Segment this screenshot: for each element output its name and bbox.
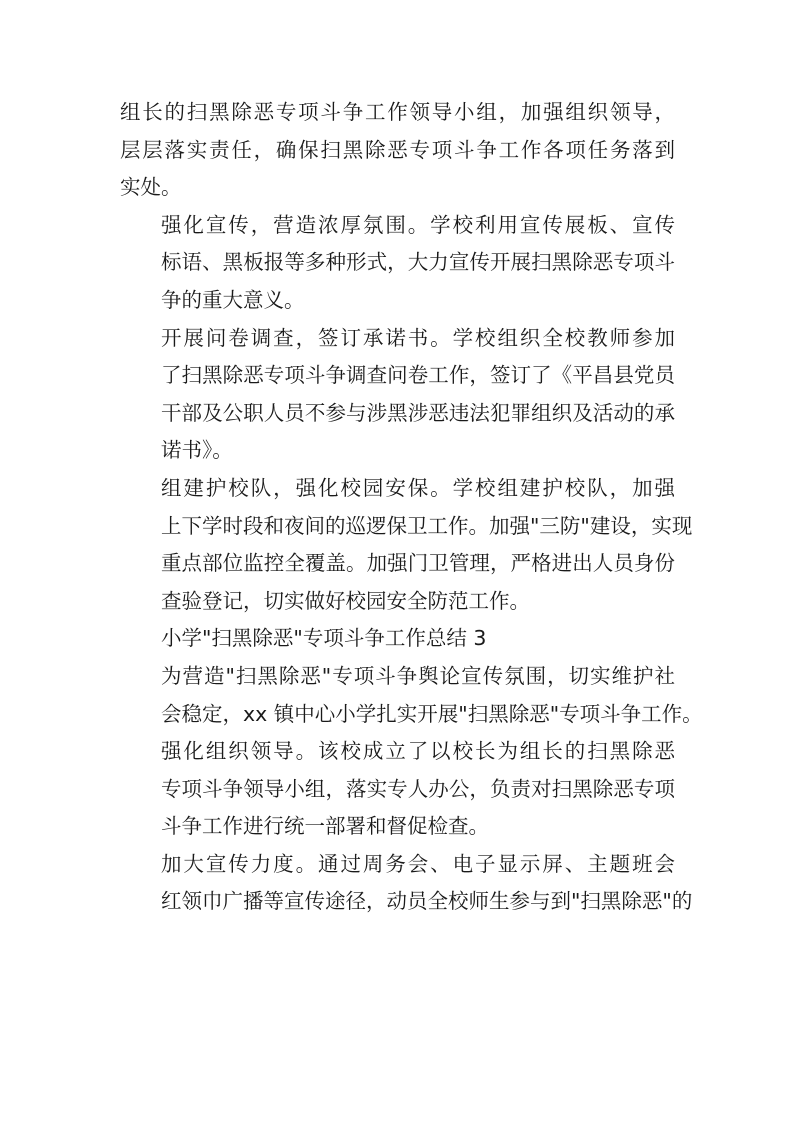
- text-line: 干部及公职人员不参与涉黑涉恶违法犯罪组织及活动的承: [161, 400, 675, 425]
- text-line: 会稳定，xx 镇中心小学扎实开展"扫黑除恶"专项斗争工作。: [161, 701, 703, 726]
- text-line: 了扫黑除恶专项斗争调查问卷工作，签订了《平昌县党员: [161, 363, 675, 388]
- text-line: 层层落实责任，确保扫黑除恶专项斗争工作各项任务落到: [120, 137, 675, 162]
- text-line: 强化宣传，营造浓厚氛围。学校利用宣传展板、宣传: [161, 212, 675, 237]
- text-line: 强化组织领导。该校成立了以校长为组长的扫黑除恶: [161, 739, 675, 764]
- text-line: 组长的扫黑除恶专项斗争工作领导小组，加强组织领导，: [120, 100, 675, 124]
- document-page: [120, 94, 703, 921]
- text-line: 实处。: [120, 175, 182, 200]
- text-line: 为营造"扫黑除恶"专项斗争舆论宣传氛围，切实维护社: [161, 663, 675, 688]
- text-line: 斗争工作进行统一部署和督促检查。: [161, 814, 489, 839]
- paragraph: [120, 733, 675, 846]
- text-line: 组建护校队，强化校园安保。学校组建护校队，加强: [161, 475, 675, 500]
- text-line: 争的重大意义。: [161, 287, 305, 312]
- text-line: 查验登记，切实做好校园安全防范工作。: [161, 588, 530, 613]
- paragraph: [120, 470, 693, 620]
- text-line: 重点部位监控全覆盖。加强门卫管理，严格进出人员身份: [161, 551, 675, 576]
- text-line: 专项斗争领导小组，落实专人办公，负责对扫黑除恶专项: [161, 776, 675, 801]
- text-line: 标语、黑板报等多种形式，大力宣传开展扫黑除恶专项斗: [161, 250, 675, 275]
- paragraph: [120, 658, 703, 733]
- paragraph: [120, 320, 675, 470]
- text-line: 加大宣传力度。通过周务会、电子显示屏、主题班会: [161, 851, 675, 876]
- text-line: 小学"扫黑除恶"专项斗争工作总结 3: [161, 626, 487, 651]
- paragraph: [120, 846, 693, 921]
- paragraph: [120, 94, 675, 207]
- text-line: 红领巾广播等宣传途径，动员全校师生参与到"扫黑除恶"的: [161, 889, 693, 914]
- text-line: 上下学时段和夜间的巡逻保卫工作。加强"三防"建设，实现: [161, 513, 693, 538]
- paragraph: [120, 620, 675, 658]
- text-line: 开展问卷调查，签订承诺书。学校组织全校教师参加: [161, 325, 675, 350]
- paragraph: [120, 207, 675, 320]
- text-line: 诺书》。: [161, 438, 233, 463]
